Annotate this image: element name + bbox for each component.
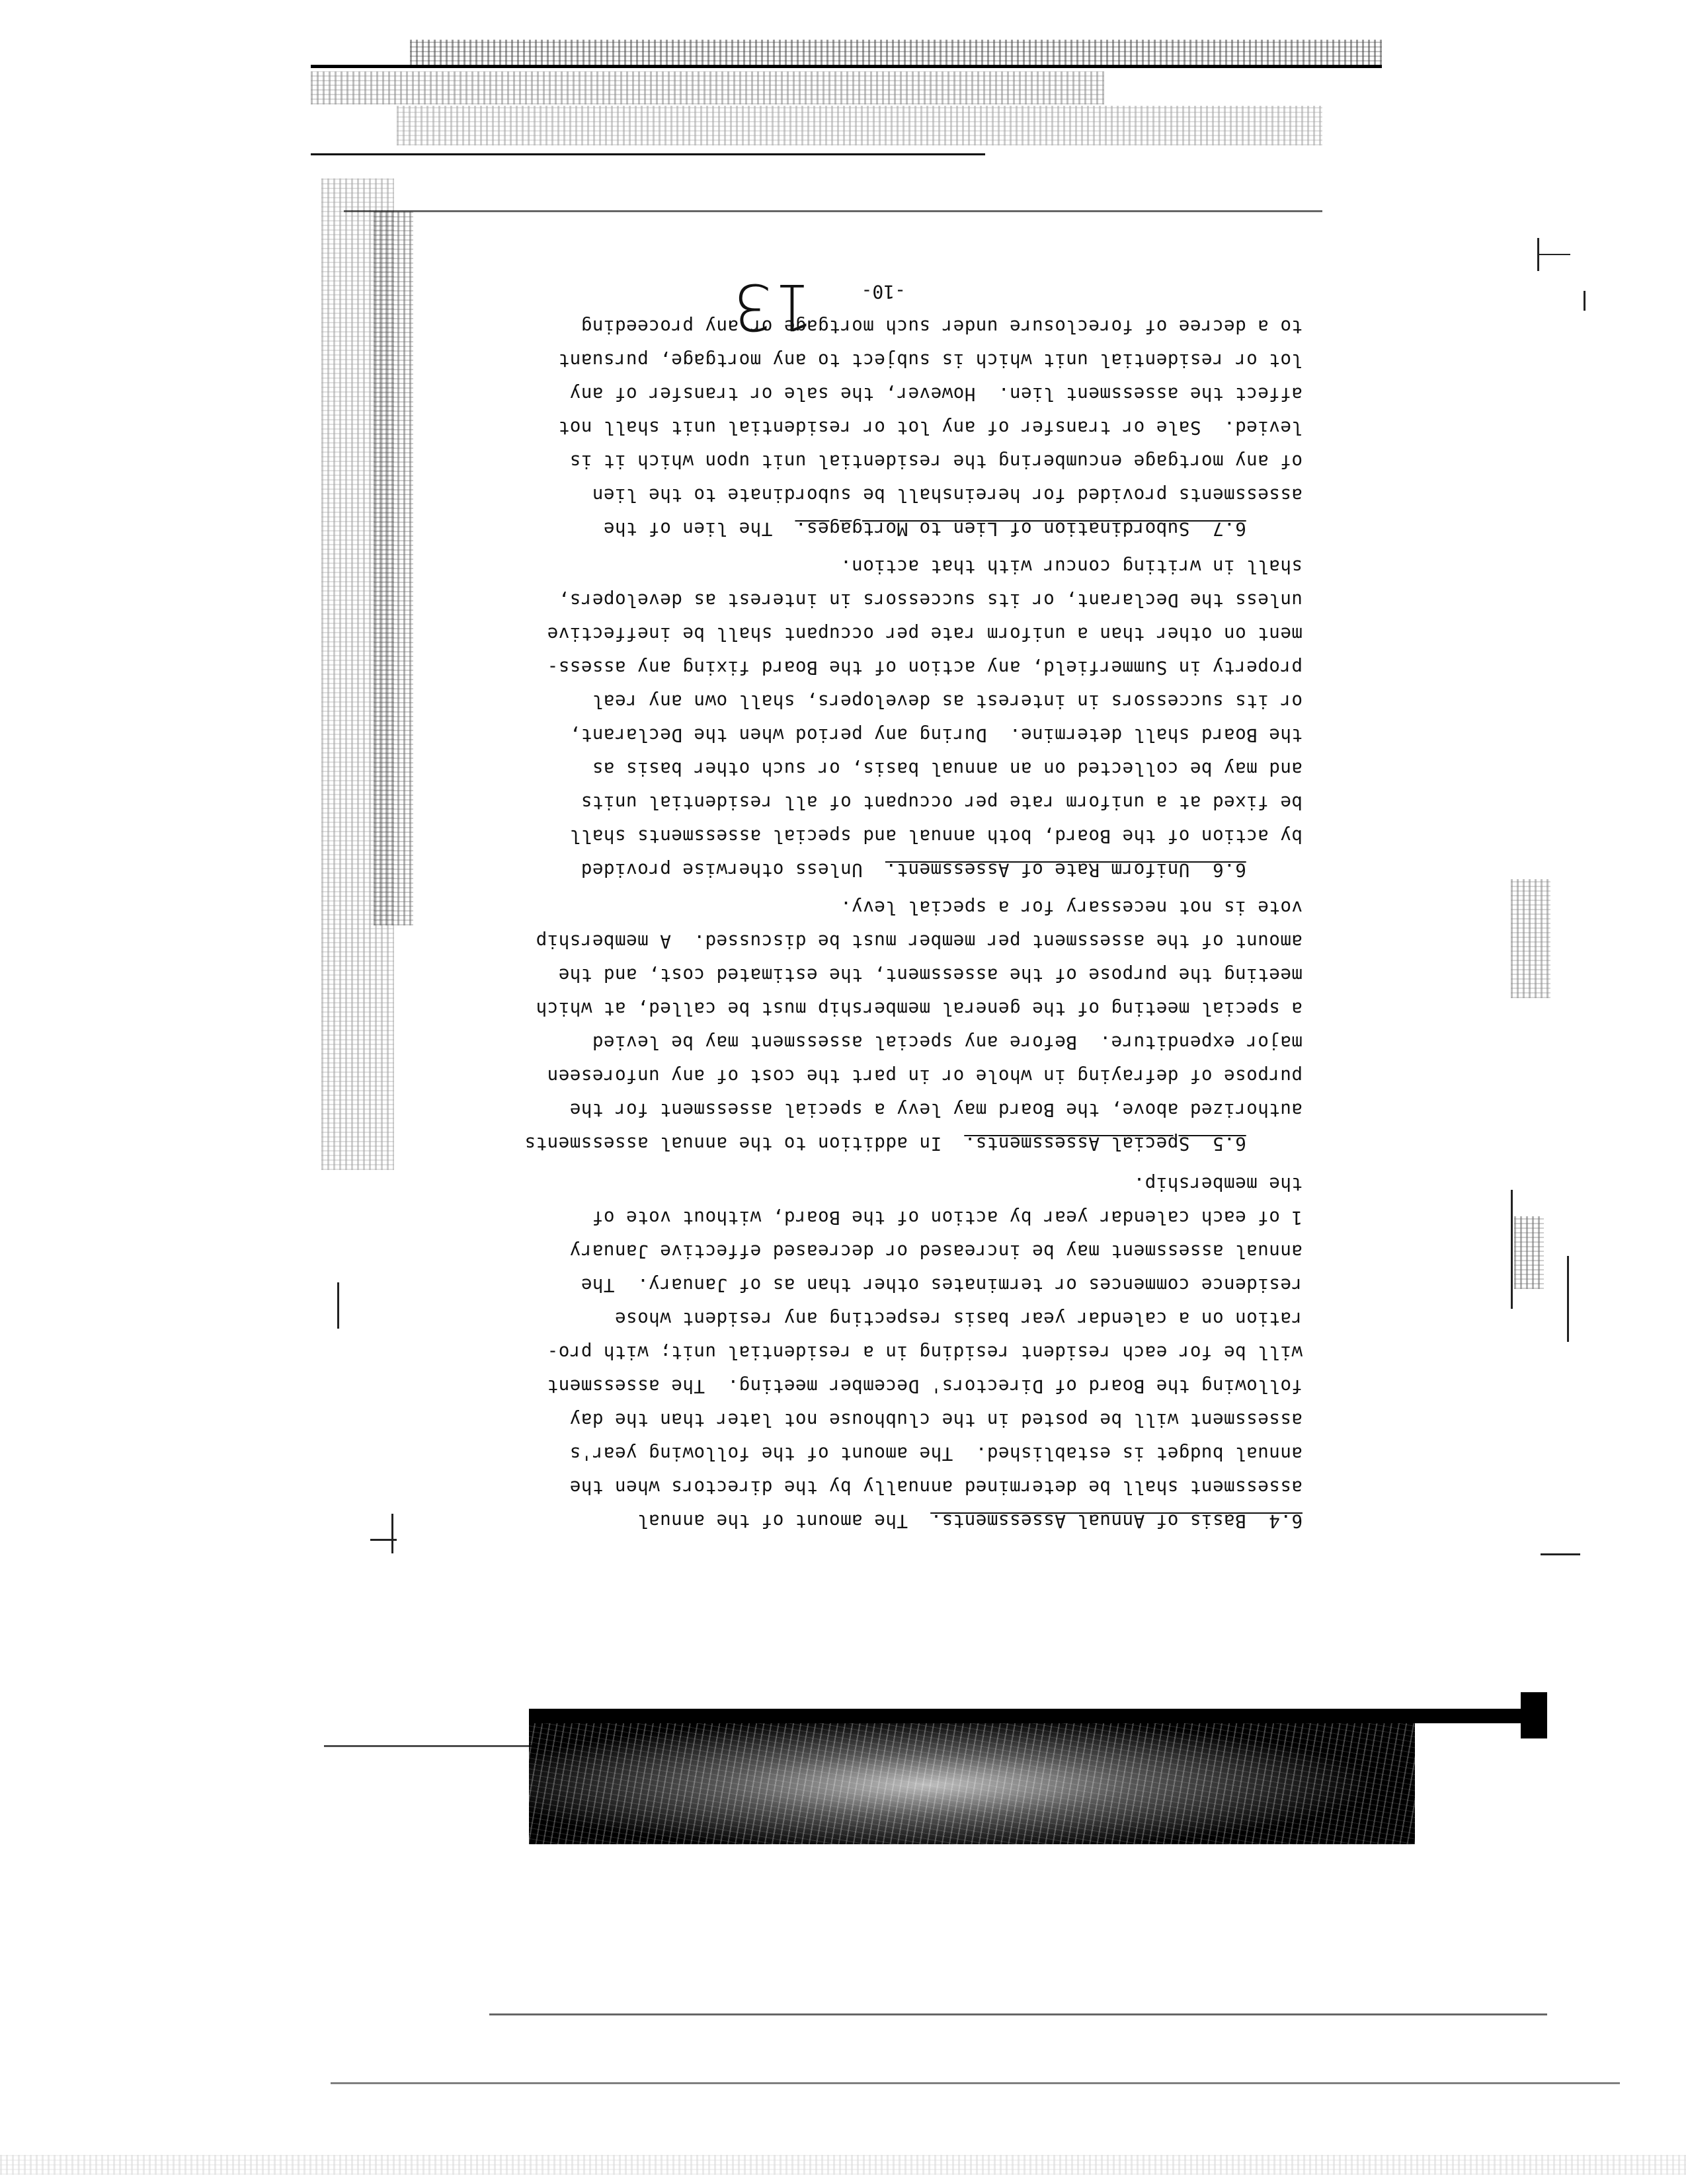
section-heading: 6.5 Special Assessments. (964, 1133, 1246, 1154)
handwritten-page-number: 13 (732, 270, 813, 344)
text-line: the membership. (1133, 1173, 1303, 1194)
edge-tick (1567, 1256, 1569, 1342)
text-line: affect the assessment lien. However, the sale or transfer of any (569, 383, 1303, 405)
text-line: the Board shall determine. During any period when the Declarant, (569, 724, 1303, 746)
scan-noise-top-2 (311, 71, 1104, 104)
scan-dark-region (529, 1712, 1415, 1844)
text-line: assessment shall be determined annually by the directors when the (569, 1477, 1303, 1498)
scan-noise-top-3 (397, 106, 1322, 145)
text-line: 6.6 Uniform Rate of Assessment. Unless otherwise provided (581, 859, 1246, 880)
text-line: of any mortgage encumbering the residential unit upon which it is (569, 451, 1303, 472)
text-line: purpose of defraying in whole or in part the cost of any unforeseen (547, 1066, 1303, 1087)
page-number: -10- (861, 281, 906, 303)
scan-noise-right (1511, 879, 1550, 998)
edge-tick (1537, 254, 1570, 255)
text-line: residence commences or terminates other than as of January. The (581, 1274, 1303, 1296)
scan-noise-right-2 (1514, 1216, 1544, 1289)
scan-dark-region-side (1521, 1692, 1547, 1738)
text-line: levied. Sale or transfer of any lot or residential unit shall not (558, 417, 1303, 438)
edge-tick (337, 1282, 339, 1329)
text-line: authorized above, the Board may levy a special assessment for the (569, 1099, 1303, 1120)
text-line: assessments provided for hereinshall be subordinate to the lien (592, 485, 1303, 506)
text-line: amount of the assessment per member must be discussed. A membership (536, 931, 1303, 952)
text-line: 6.7 Subordination of Lien to Mortgages. The lien of the (603, 518, 1246, 539)
text-line: unless the Declarant, or its successors in interest as developers, (558, 590, 1303, 611)
edge-tick (1541, 1553, 1580, 1555)
text-line: assessment will be posted in the clubhouse not later than the day (569, 1409, 1303, 1430)
scan-bottom-line-3 (331, 2082, 1620, 2084)
scan-dark-region-top (529, 1709, 1547, 1723)
text-line: vote is not necessary for a special levy. (840, 897, 1303, 918)
section-heading: 6.6 Uniform Rate of Assessment. (885, 859, 1246, 880)
scan-noise-left-2 (374, 212, 413, 925)
text-line: will be for each resident residing in a residential unit; with pro- (547, 1342, 1303, 1363)
text-line: annual budget is established. The amount of the following year's (569, 1443, 1303, 1464)
text-line: meeting the purpose of the assessment, the estimated cost, and the (558, 964, 1303, 986)
text-line: following the Board of Directors' December meeting. The assessment (547, 1376, 1303, 1397)
edge-tick (391, 1514, 393, 1553)
scan-noise-top (410, 40, 1382, 66)
text-line: lot or residential unit which is subject to any mortgage, pursuant (558, 350, 1303, 371)
scan-bottom-line (324, 1745, 536, 1747)
text-line: shall in writing concur with that action. (840, 556, 1303, 577)
text-line: ration on a calendar year basis respecting any resident whose (614, 1308, 1303, 1329)
text-line: a special meeting of the general membership must be called, at which (536, 998, 1303, 1019)
text-line: 6.5 Special Assessments. In addition to the annual assessments (524, 1133, 1246, 1154)
section-heading: 6.4 Basis of Annual Assessments. (930, 1510, 1303, 1532)
document-page (423, 264, 1303, 1560)
text-line: be fixed at a uniform rate per occupant of all residential units (581, 792, 1303, 813)
text-line: ment on other than a uniform rate per occupant shall be ineffective (547, 623, 1303, 644)
scan-noise-bottom (0, 2155, 1686, 2175)
text-line: by action of the Board, both annual and special assessments shall (569, 826, 1303, 847)
text-line: 6.4 Basis of Annual Assessments. The amount of the annual (637, 1510, 1303, 1532)
scan-bottom-line-2 (489, 2013, 1547, 2015)
text-line: annual assessment may be increased or decreased effective January (569, 1241, 1303, 1262)
text-line: 1 of each calendar year by action of the Board, without vote of (592, 1207, 1303, 1228)
section-heading: 6.7 Subordination of Lien to Mortgages. (795, 518, 1246, 539)
text-line: to a decree of foreclosure under such mortgage or any proceeding (581, 316, 1303, 337)
text-line: and may be collected on an annual basis, or such other basis as (592, 758, 1303, 779)
scan-border-top-line-2 (311, 153, 985, 155)
edge-tick (1511, 1190, 1513, 1309)
text-line: property in Summerfield, any action of the Board fixing any assess- (547, 657, 1303, 678)
text-line: major expenditure. Before any special assessment may be levied (592, 1032, 1303, 1053)
scan-border-top-line-3 (344, 210, 1322, 212)
text-line: or its successors in interest as developers, shall own any real (592, 691, 1303, 712)
edge-tick (1584, 291, 1586, 311)
